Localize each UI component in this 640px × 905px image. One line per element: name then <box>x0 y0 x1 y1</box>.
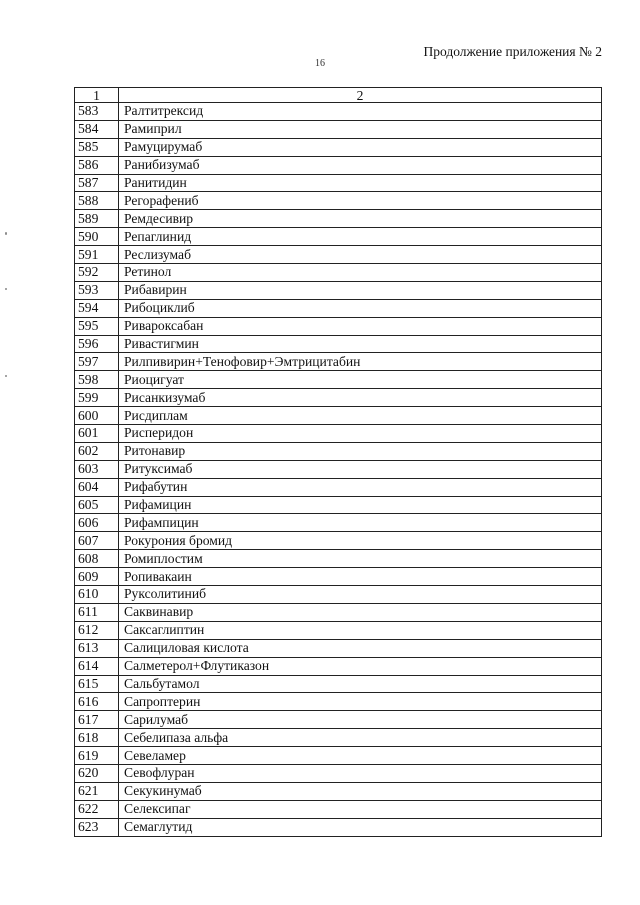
row-number-cell: 603 <box>75 460 119 478</box>
drug-name-cell: Ритонавир <box>119 442 602 460</box>
row-number-cell: 586 <box>75 156 119 174</box>
table-row <box>75 550 602 568</box>
row-number-cell: 595 <box>75 317 119 335</box>
table-row <box>75 389 602 407</box>
drug-name-cell: Рибоциклиб <box>119 299 602 317</box>
row-number-cell: 619 <box>75 747 119 765</box>
drug-name-cell: Рифамицин <box>119 496 602 514</box>
row-number-cell: 614 <box>75 657 119 675</box>
row-number-cell: 607 <box>75 532 119 550</box>
row-number-cell: 591 <box>75 246 119 264</box>
row-number-cell: 589 <box>75 210 119 228</box>
row-number-cell: 620 <box>75 764 119 782</box>
table-row <box>75 228 602 246</box>
drug-name-cell: Руксолитиниб <box>119 586 602 604</box>
drug-name-cell: Ранибизумаб <box>119 156 602 174</box>
drug-name-cell: Рамиприл <box>119 120 602 138</box>
table-row <box>75 603 602 621</box>
table-body <box>75 103 602 837</box>
scan-speck <box>5 288 7 290</box>
drug-name-cell: Репаглинид <box>119 228 602 246</box>
table-row <box>75 675 602 693</box>
row-number-cell: 616 <box>75 693 119 711</box>
table-row <box>75 299 602 317</box>
drug-name-cell: Ривастигмин <box>119 335 602 353</box>
table-row <box>75 281 602 299</box>
drug-name-cell: Ритуксимаб <box>119 460 602 478</box>
drug-name-cell: Реслизумаб <box>119 246 602 264</box>
drug-name-cell: Ромиплостим <box>119 550 602 568</box>
table-row <box>75 782 602 800</box>
row-number-cell: 583 <box>75 103 119 121</box>
drug-name-cell: Севеламер <box>119 747 602 765</box>
table-row <box>75 246 602 264</box>
drug-name-cell: Ралтитрексид <box>119 103 602 121</box>
table-row <box>75 764 602 782</box>
drug-name-cell: Себелипаза альфа <box>119 729 602 747</box>
row-number-cell: 585 <box>75 138 119 156</box>
drug-name-cell: Ремдесивир <box>119 210 602 228</box>
table-row <box>75 210 602 228</box>
row-number-cell: 598 <box>75 371 119 389</box>
row-number-cell: 601 <box>75 425 119 443</box>
table-row <box>75 317 602 335</box>
table-row <box>75 138 602 156</box>
row-number-cell: 605 <box>75 496 119 514</box>
row-number-cell: 600 <box>75 407 119 425</box>
drug-name-cell: Регорафениб <box>119 192 602 210</box>
drug-name-cell: Сальбутамол <box>119 675 602 693</box>
table-row <box>75 460 602 478</box>
table-row <box>75 478 602 496</box>
row-number-cell: 584 <box>75 120 119 138</box>
table-row <box>75 693 602 711</box>
drug-name-cell: Семаглутид <box>119 818 602 836</box>
table-row <box>75 514 602 532</box>
drug-name-cell: Селексипаг <box>119 800 602 818</box>
row-number-cell: 588 <box>75 192 119 210</box>
table-row <box>75 800 602 818</box>
drug-name-cell: Ропивакаин <box>119 568 602 586</box>
table-row <box>75 496 602 514</box>
column-header-number: 1 <box>75 88 119 103</box>
table-row <box>75 174 602 192</box>
row-number-cell: 599 <box>75 389 119 407</box>
row-number-cell: 610 <box>75 586 119 604</box>
table-row <box>75 586 602 604</box>
table-row <box>75 192 602 210</box>
drug-list-table <box>74 87 602 837</box>
row-number-cell: 606 <box>75 514 119 532</box>
table-row <box>75 264 602 282</box>
drug-name-cell: Рокурония бромид <box>119 532 602 550</box>
table-row <box>75 711 602 729</box>
table-row <box>75 120 602 138</box>
row-number-cell: 602 <box>75 442 119 460</box>
page-number: 16 <box>315 58 325 69</box>
row-number-cell: 611 <box>75 603 119 621</box>
drug-name-cell: Рамуцирумаб <box>119 138 602 156</box>
drug-name-cell: Сарилумаб <box>119 711 602 729</box>
row-number-cell: 613 <box>75 639 119 657</box>
table-row <box>75 442 602 460</box>
drug-name-cell: Риоцигуат <box>119 371 602 389</box>
table-row <box>75 156 602 174</box>
row-number-cell: 609 <box>75 568 119 586</box>
drug-name-cell: Рибавирин <box>119 281 602 299</box>
row-number-cell: 615 <box>75 675 119 693</box>
table-row <box>75 407 602 425</box>
row-number-cell: 592 <box>75 264 119 282</box>
row-number-cell: 596 <box>75 335 119 353</box>
table-row <box>75 747 602 765</box>
drug-name-cell: Рифампицин <box>119 514 602 532</box>
row-number-cell: 604 <box>75 478 119 496</box>
row-number-cell: 612 <box>75 621 119 639</box>
table-row <box>75 639 602 657</box>
drug-name-cell: Ранитидин <box>119 174 602 192</box>
table-row <box>75 621 602 639</box>
drug-name-cell: Рисдиплам <box>119 407 602 425</box>
drug-name-cell: Салметерол+Флутиказон <box>119 657 602 675</box>
table-row <box>75 353 602 371</box>
table-row <box>75 371 602 389</box>
table-row <box>75 335 602 353</box>
drug-list-table-container <box>74 87 602 837</box>
row-number-cell: 622 <box>75 800 119 818</box>
row-number-cell: 618 <box>75 729 119 747</box>
drug-name-cell: Секукинумаб <box>119 782 602 800</box>
row-number-cell: 594 <box>75 299 119 317</box>
drug-name-cell: Рисперидон <box>119 425 602 443</box>
column-header-name: 2 <box>119 88 602 103</box>
row-number-cell: 593 <box>75 281 119 299</box>
table-row <box>75 568 602 586</box>
scan-speck <box>5 375 7 377</box>
appendix-continuation-note: Продолжение приложения № 2 <box>423 44 602 59</box>
row-number-cell: 597 <box>75 353 119 371</box>
drug-name-cell: Рилпивирин+Тенофовир+Эмтрицитабин <box>119 353 602 371</box>
table-row <box>75 532 602 550</box>
drug-name-cell: Сапроптерин <box>119 693 602 711</box>
table-row <box>75 103 602 121</box>
table-row <box>75 425 602 443</box>
drug-name-cell: Салициловая кислота <box>119 639 602 657</box>
row-number-cell: 617 <box>75 711 119 729</box>
drug-name-cell: Ривароксабан <box>119 317 602 335</box>
drug-name-cell: Ретинол <box>119 264 602 282</box>
drug-name-cell: Севофлуран <box>119 764 602 782</box>
drug-name-cell: Рисанкизумаб <box>119 389 602 407</box>
row-number-cell: 621 <box>75 782 119 800</box>
scan-speck <box>5 232 7 235</box>
drug-name-cell: Саквинавир <box>119 603 602 621</box>
drug-name-cell: Саксаглиптин <box>119 621 602 639</box>
table-row <box>75 657 602 675</box>
table-row <box>75 818 602 836</box>
row-number-cell: 590 <box>75 228 119 246</box>
table-row <box>75 729 602 747</box>
row-number-cell: 587 <box>75 174 119 192</box>
row-number-cell: 623 <box>75 818 119 836</box>
drug-name-cell: Рифабутин <box>119 478 602 496</box>
row-number-cell: 608 <box>75 550 119 568</box>
table-header-row <box>75 88 602 103</box>
